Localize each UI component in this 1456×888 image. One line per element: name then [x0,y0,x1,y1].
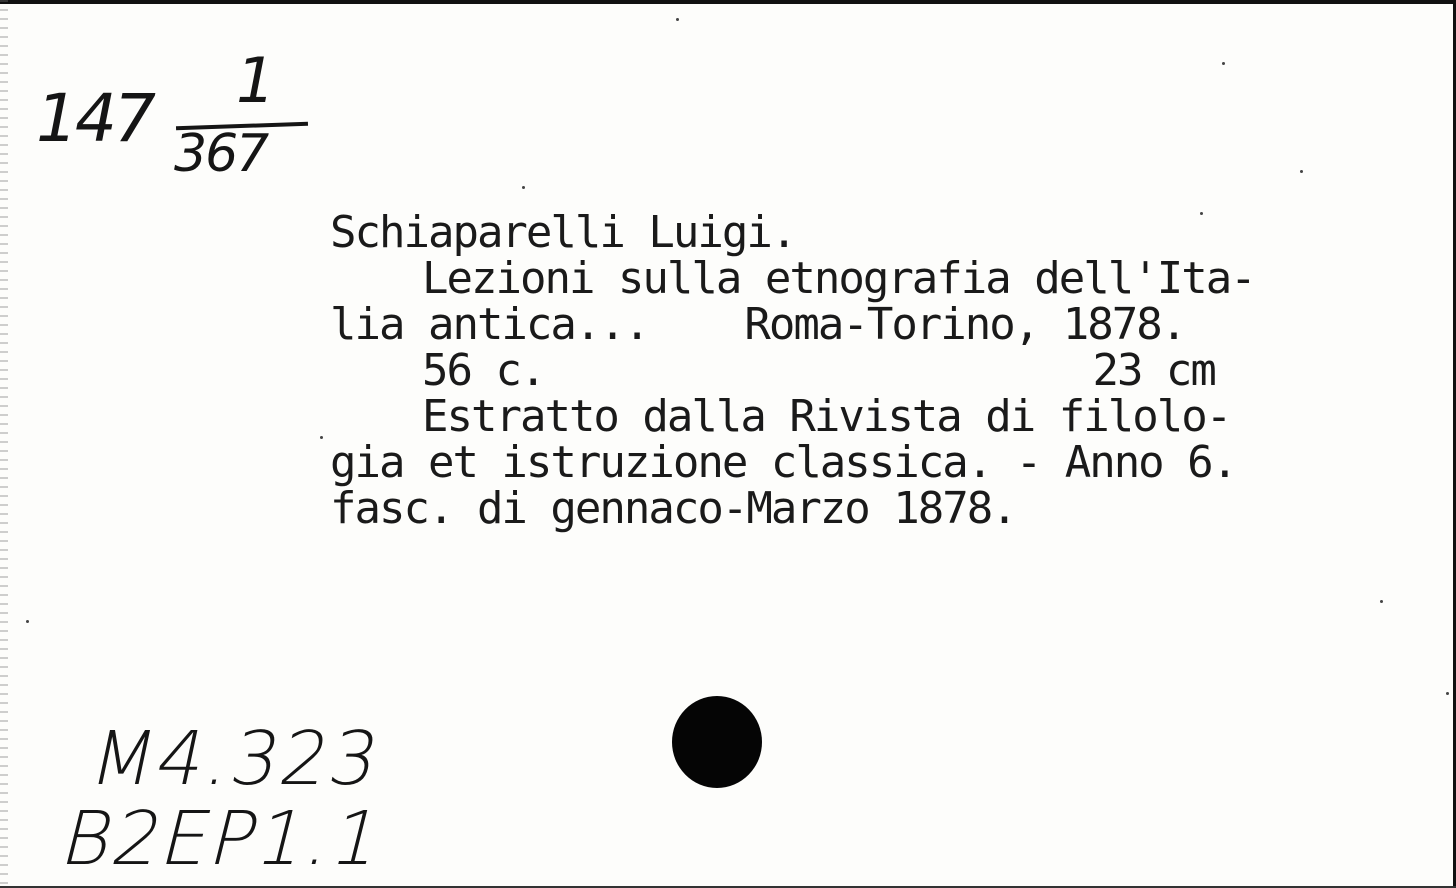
card-edge-top [0,0,1456,4]
collation-line [330,345,1440,396]
title-line-1: Lezioni sulla etnografia dell'Ita- [422,253,1255,304]
note-line-2: gia et istruzione classica. - Anno 6. [330,437,1237,488]
author-heading: Schiaparelli Luigi. [330,207,796,258]
speckle [1446,692,1449,695]
speckle [26,620,29,623]
note-line-1: Estratto dalla Rivista di filolo- [422,391,1231,442]
note-line-3: fasc. di gennaco-Marzo 1878. [330,483,1016,534]
handwritten-shelf-mark-1: M4.323 [82,716,389,802]
handwritten-fraction-denominator: 367 [174,124,268,184]
size: 23 cm [1092,345,1215,396]
speckle [1300,170,1303,173]
pages: 56 c. [422,345,545,396]
handwritten-shelf-mark-2: B2EP1.1 [53,796,394,882]
speckle [1380,600,1383,603]
imprint: Roma-Torino, 1878. [744,299,1186,350]
bibliographic-entry [330,207,1440,534]
title-imprint-line [330,299,1440,350]
speckle [1222,62,1225,65]
handwritten-fraction-numerator: 1 [236,44,276,117]
speckle [320,436,323,439]
speckle [1200,212,1203,215]
handwritten-call-number: 147 [36,80,153,157]
title-line-2: lia antica... [330,299,649,350]
punch-hole [672,696,762,788]
speckle [522,186,525,189]
speckle [676,18,679,21]
card-edge-left [0,0,8,888]
